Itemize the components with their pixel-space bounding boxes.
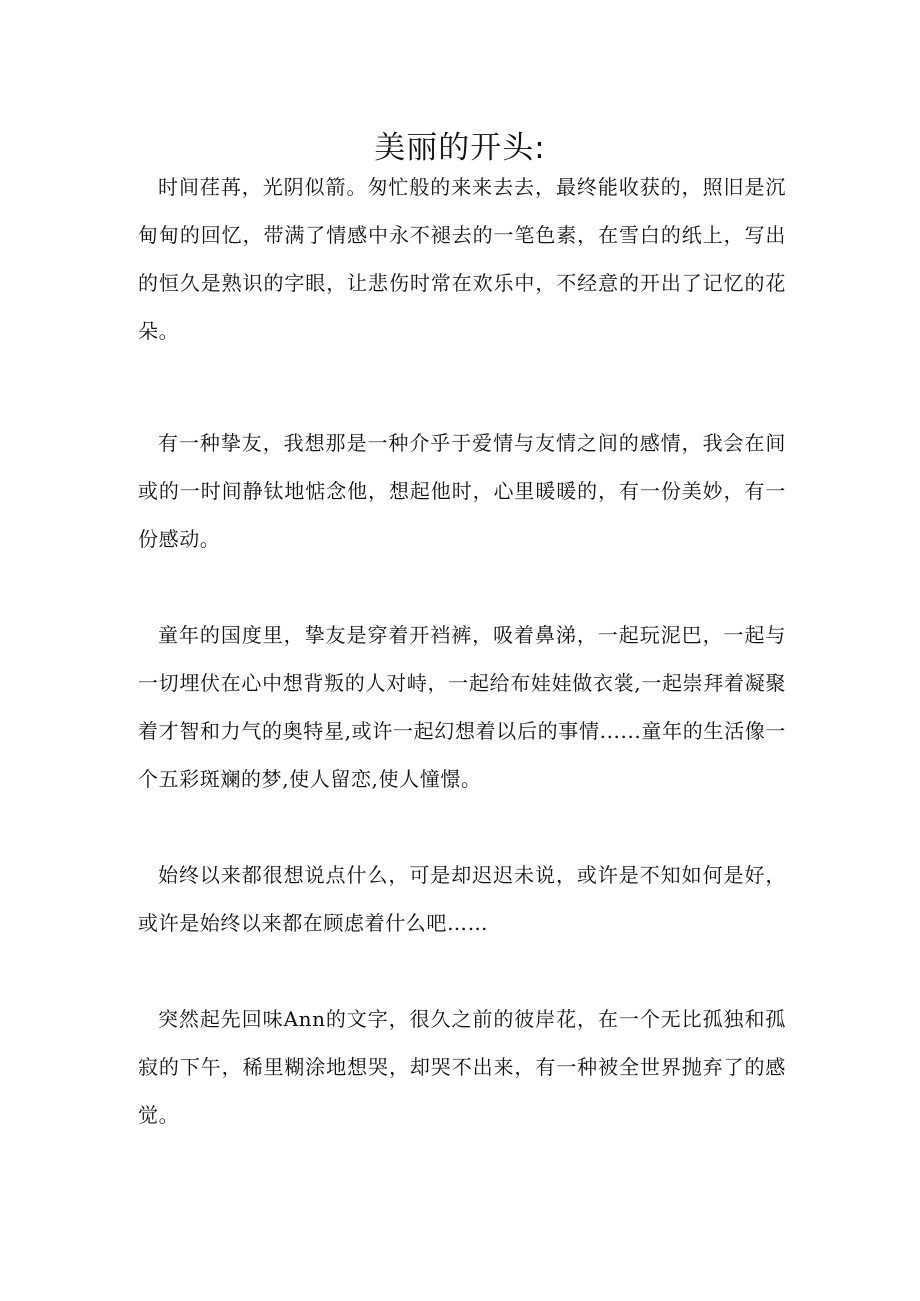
paragraph-1: 时间荏苒，光阴似箭。匆忙般的来来去去，最终能收获的，照旧是沉甸甸的回忆，带满了情感中永不褪去的一笔色素，在雪白的纸上，写出的恒久是熟识的字眼，让悲伤时常在欢乐中，不经意的开出了记忆的花朵。 bbox=[138, 175, 786, 343]
document-title: 美丽的开头: bbox=[374, 130, 546, 166]
paragraph-2: 有一种挚友，我想那是一种介乎于爱情与友情之间的感情，我会在间或的一时间静钛地惦念他，想起他时，心里暖暖的，有一份美妙，有一份感动。 bbox=[138, 431, 786, 551]
paragraph-3: 童年的国度里，挚友是穿着开裆裤，吸着鼻涕，一起玩泥巴，一起与一切埋伏在心中想背叛的人对峙，一起给布娃娃做衣裳,一起崇拜着凝聚着才智和力气的奥特星,或许一起幻想着以后的事情......童年的生活像一个五彩斑斓的梦,使人留恋,使人憧憬。 bbox=[138, 623, 786, 791]
paragraph-5: 突然起先回味Ann的文字，很久之前的彼岸花，在一个无比孤独和孤寂的下午，稀里糊涂地想哭，却哭不出来，有一种被全世界抛弃了的感觉。 bbox=[138, 1007, 786, 1127]
paragraph-4: 始终以来都很想说点什么，可是却迟迟未说，或许是不知如何是好，或许是始终以来都在顾虑着什么吧…… bbox=[138, 863, 786, 935]
